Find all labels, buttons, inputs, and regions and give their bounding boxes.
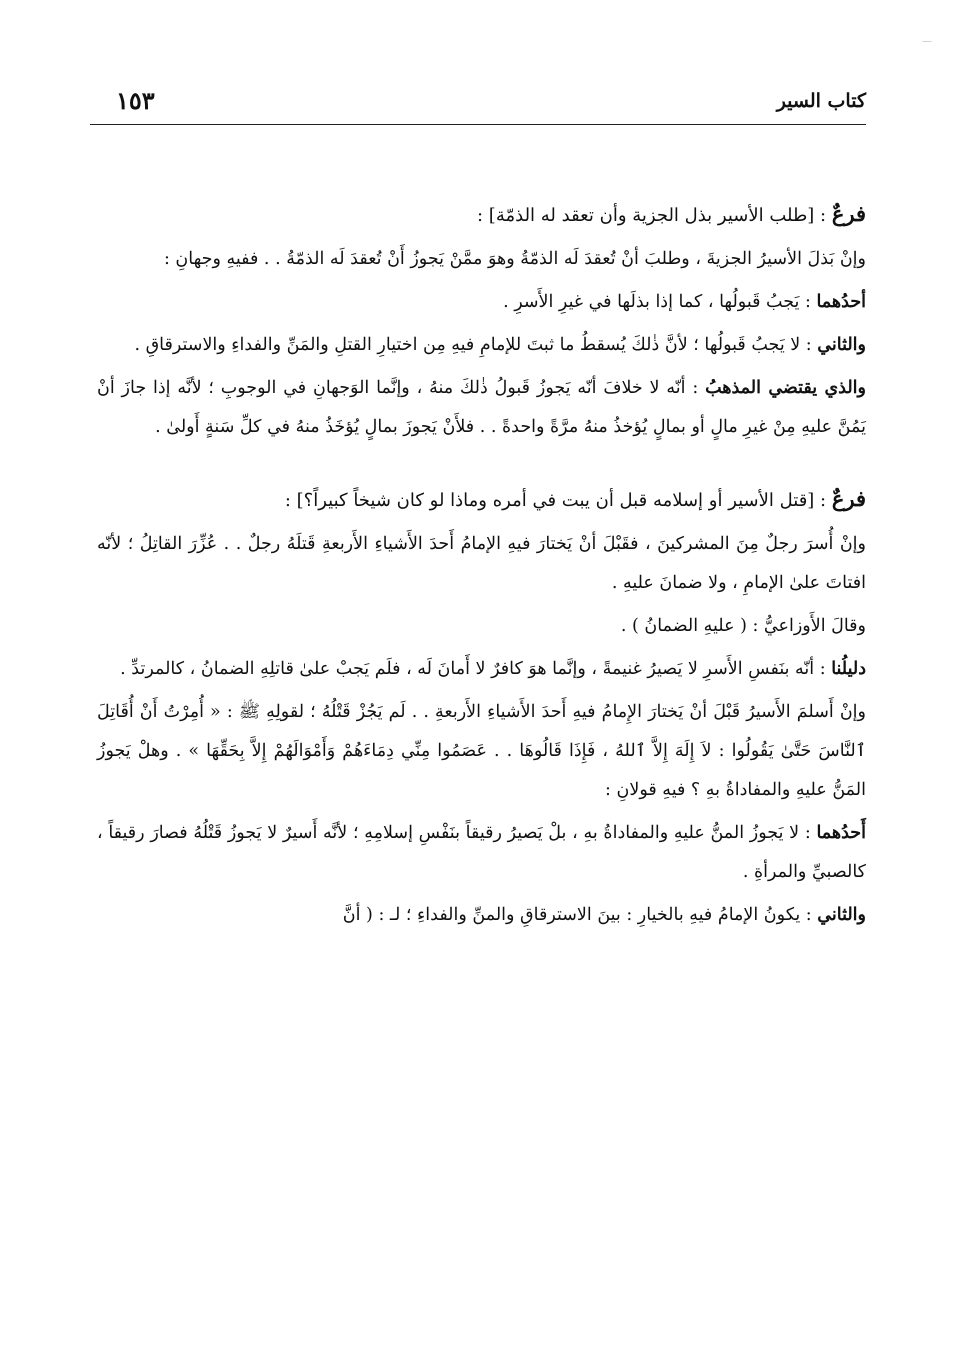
paragraph: [97, 326, 866, 365]
paragraph-text: : لا يَجبُ قَبولُها ؛ لأنَّ ذٰلكَ يُسقطُ ما ثبتَ للإمامِ فيهِ مِن اختيارِ القتلِ والمَنِّ والفداءِ والاسترقاقِ .: [134, 335, 812, 355]
paragraph-lead: والذي يقتضي المذهبُ: [705, 378, 866, 398]
section-heading: [97, 190, 866, 240]
paragraph: وإنْ أَسلمَ الأَسيرُ قَبْلَ أنْ يَختارَ الإِمامُ فيهِ أَحدَ الأَشياءِ الأَربعةِ . . لَم يَجُزْ قَتْلُهُ ؛ لقولِهِ ﷺ : « أُمِرْتُ أَنْ أُقَاتِلَ ٱلنَّاسَ حَتَّىٰ يَقُولُوا : لاَ إِلَهَ إِلاَّ ٱللهُ ، فَإِذَا قَالُوهَا . . عَصَمُوا مِنِّي دِمَاءَهُمْ وَأَمْوَالَهُمْ إِلاَّ بِحَقِّهَا » . وهلْ يَجوزُ المَنُّ عليهِ والمفاداةُ بهِ ؟ فيهِ قولانِ :: [97, 702, 866, 800]
paragraph-lead: دليلُنا: [831, 659, 866, 679]
paragraph-text: : يكونُ الإمامُ فيهِ بالخيارِ : بينَ الاسترقاقِ والمنِّ والفداءِ ؛ لـ : ( أنَّ: [342, 905, 812, 925]
paragraph-lead: أحدُهما: [816, 292, 866, 312]
header-rule: [90, 124, 866, 125]
running-title: كتاب السير: [776, 90, 866, 112]
paragraph-lead: والثاني: [817, 905, 866, 925]
paragraph-text: : لا يَجوزُ المنُّ عليهِ والمفاداةُ بهِ ، بلْ يَصيرُ رقيقاً بنَفْسِ إسلامِهِ ؛ لأنَّه أَسيرٌ لا يَجوزُ قَتْلُهُ فصارَ رقيقاً ، كالصبيِّ والمرأةِ .: [97, 823, 866, 882]
paragraph: وإنْ بَذلَ الأسيرُ الجزيةَ ، وطلبَ أنْ تُعقدَ لَه الذمّةُ وهوَ ممَّنْ يَجوزُ أَنْ تُعقدَ لَه الذمّةُ . . ففيهِ وجهانِ :: [163, 249, 866, 269]
heading-text: : [قتل الأسير أو إسلامه قبل أن يبت في أمره وماذا لو كان شيخاً كبيراً؟] :: [284, 490, 827, 511]
page-number: ١٥٣: [116, 86, 155, 115]
heading-text: : [طلب الأسير بذل الجزية وأن تعقد له الذمّة] :: [477, 205, 827, 226]
paragraph-text: : يَجبُ قَبولُها ، كما إذا بذلَها في غيرِ الأَسرِ .: [503, 292, 811, 312]
paragraph: [97, 650, 866, 689]
paragraph: [97, 814, 866, 892]
heading-label: فرعٌ: [831, 201, 866, 226]
paragraph: [97, 283, 866, 322]
page-body: [97, 190, 866, 963]
paragraph: [97, 369, 866, 447]
paragraph: وقالَ الأَوزاعيُّ : ( عليهِ الضمانُ ) .: [620, 616, 866, 636]
page-header: [90, 86, 866, 120]
section-heading: [97, 475, 866, 525]
section-jizya: [97, 190, 866, 447]
heading-label: فرعٌ: [831, 486, 866, 511]
margin-dash-mark: —: [922, 36, 932, 47]
paragraph-lead: والثاني: [817, 335, 866, 355]
paragraph-text: : أنّه بنَفسِ الأَسرِ لا يَصيرُ غنيمةً ، وإنَّما هوَ كافرٌ لا أَمانَ لَه ، فلَم يَجبْ علىٰ قاتلِهِ الضمانُ ، كالمرتدِّ .: [120, 659, 826, 679]
paragraph-text: : أنّه لا خلافَ أنّه يَجوزُ قَبولُ ذٰلكَ منهُ ، وإنَّما الوَجهانِ في الوجوبِ ؛ لأنَّه إذا جازَ أنْ يَمُنَّ عليهِ مِنْ غيرِ مالٍ أو بمالٍ يُؤخذُ منهُ مرَّةً واحدةً . . فلأَنْ يَجوزَ بمالٍ يُؤخَذُ منهُ في كلِّ سَنةٍ أَولىٰ .: [97, 378, 866, 437]
paragraph: وإنْ أُسرَ رجلٌ مِنَ المشركينَ ، فقَبْلَ أنْ يَختارَ فيهِ الإمامُ أَحدَ الأَشياءِ الأَربعةِ قَتلَهُ رجلٌ . . عُزِّرَ القاتِلُ ؛ لأنّه افتاتَ علىٰ الإمامِ ، ولا ضمانَ عليهِ .: [97, 534, 866, 593]
section-captive-killing: [97, 475, 866, 935]
paragraph: [97, 896, 866, 935]
paragraph-lead: أَحدُهما: [816, 823, 866, 843]
